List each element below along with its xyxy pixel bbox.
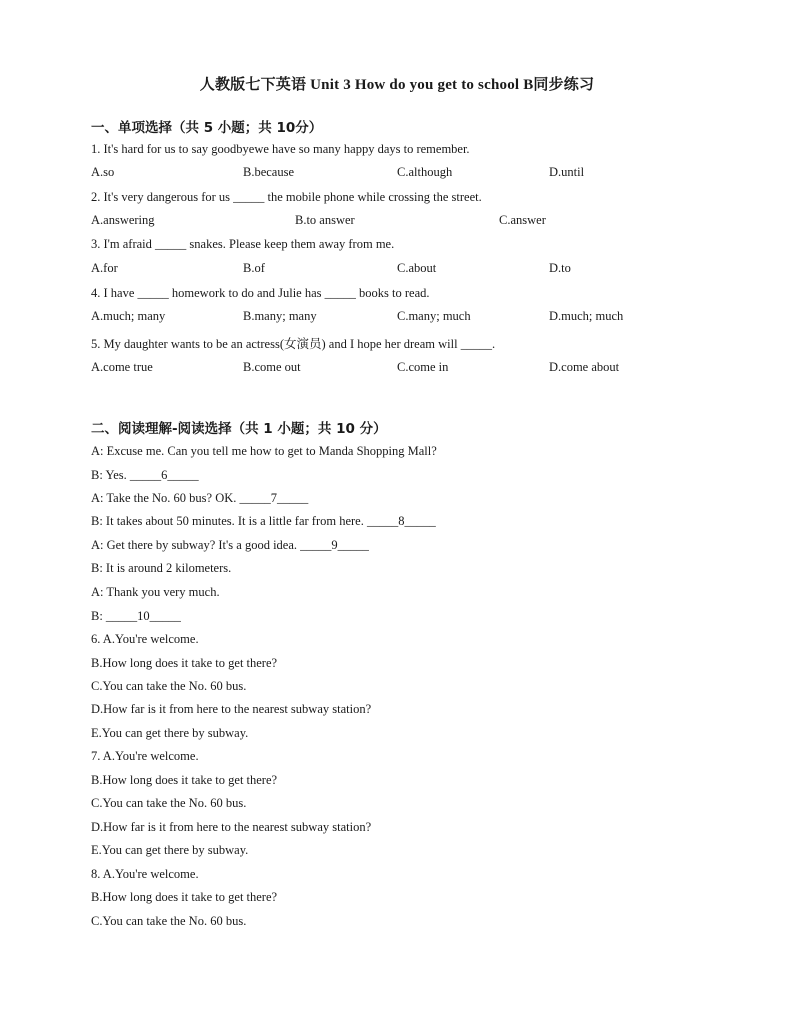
option: D.much; much: [549, 309, 624, 323]
answer-blank: _____: [233, 190, 265, 204]
page-title: 人教版七下英语 Unit 3 How do you get to school B同步练习: [199, 77, 595, 93]
question-3: [91, 237, 394, 252]
question-3-options: [91, 261, 711, 279]
choice-line: E.You can get there by subway.: [91, 843, 249, 857]
dialogue-line: A: Thank you very much.: [91, 585, 220, 599]
choice-line: 7. A.You're welcome.: [91, 749, 199, 763]
option: A.much; many: [91, 309, 166, 323]
option: A.come true: [91, 360, 153, 374]
choice-line: B.How long does it take to get there?: [91, 773, 278, 787]
question-4-options: [91, 309, 711, 327]
option: C.come in: [397, 360, 449, 374]
answer-blank: _____: [460, 337, 492, 351]
choice-line: 6. A.You're welcome.: [91, 632, 199, 646]
choice-line: D.How far is it from here to the nearest subway station?: [91, 702, 372, 716]
option: D.come about: [549, 360, 620, 374]
choice-line: C.You can take the No. 60 bus.: [91, 679, 247, 693]
option: D.until: [549, 165, 585, 179]
dialogue-line: B: It takes about 50 minutes. It is a little far from here. _____8_____: [91, 514, 436, 528]
option: B.come out: [243, 360, 301, 374]
option: C.many; much: [397, 309, 471, 323]
question-2: [91, 190, 482, 205]
option: A.so: [91, 165, 115, 179]
question-text: books to read.: [355, 286, 430, 300]
question-text: .: [491, 337, 496, 351]
question-text: 5. My daughter wants to be an actress(女演员) and I hope her dream will: [91, 337, 461, 351]
choice-line: C.You can take the No. 60 bus.: [91, 796, 247, 810]
question-5: [91, 334, 495, 352]
question-4: [91, 286, 430, 301]
option: A.answering: [91, 213, 155, 227]
answer-blank: _____: [155, 237, 187, 251]
choice-line: C.You can take the No. 60 bus.: [91, 914, 247, 928]
option: A.for: [91, 261, 118, 275]
question-text: 1. It's hard for us to say goodbye: [91, 142, 255, 156]
option: B.of: [243, 261, 265, 275]
dialogue-line: B: It is around 2 kilometers.: [91, 561, 232, 575]
option: B.many; many: [243, 309, 317, 323]
answer-blank: _____: [324, 286, 356, 300]
option: D.to: [549, 261, 571, 275]
question-1-options: [91, 165, 711, 183]
question-1: [91, 142, 470, 157]
section-heading-reading: 二、阅读理解-阅读选择（共 1 小题；共 10 分）: [91, 421, 387, 437]
dialogue-line: A: Excuse me. Can you tell me how to get to Manda Shopping Mall?: [91, 444, 437, 458]
question-2-options: [91, 213, 711, 231]
question-text: snakes. Please keep them away from me.: [186, 237, 395, 251]
question-text: 4. I have: [91, 286, 138, 300]
question-text: 3. I'm afraid: [91, 237, 156, 251]
option: B.because: [243, 165, 295, 179]
dialogue-line: A: Get there by subway? It's a good idea. _____9_____: [91, 538, 369, 552]
option: C.answer: [499, 213, 546, 227]
question-text: the mobile phone while crossing the street.: [264, 190, 482, 204]
choice-line: 8. A.You're welcome.: [91, 867, 199, 881]
dialogue-line: A: Take the No. 60 bus? OK. _____7_____: [91, 491, 309, 505]
question-5-options: [91, 360, 711, 378]
option: C.about: [397, 261, 437, 275]
choice-line: D.How far is it from here to the nearest subway station?: [91, 820, 372, 834]
question-text: 2. It's very dangerous for us: [91, 190, 234, 204]
choice-line: B.How long does it take to get there?: [91, 656, 278, 670]
question-text: homework to do and Julie has: [168, 286, 325, 300]
option: C.although: [397, 165, 453, 179]
section-heading-single-choice: 一、单项选择（共 5 小题；共 10分）: [91, 120, 323, 136]
choice-line: B.How long does it take to get there?: [91, 890, 278, 904]
dialogue-line: B: _____10_____: [91, 609, 181, 623]
answer-blank: _____: [137, 286, 169, 300]
option: B.to answer: [295, 213, 355, 227]
choice-line: E.You can get there by subway.: [91, 726, 249, 740]
question-text: we have so many happy days to remember.: [254, 142, 470, 156]
dialogue-line: B: Yes. _____6_____: [91, 468, 199, 482]
